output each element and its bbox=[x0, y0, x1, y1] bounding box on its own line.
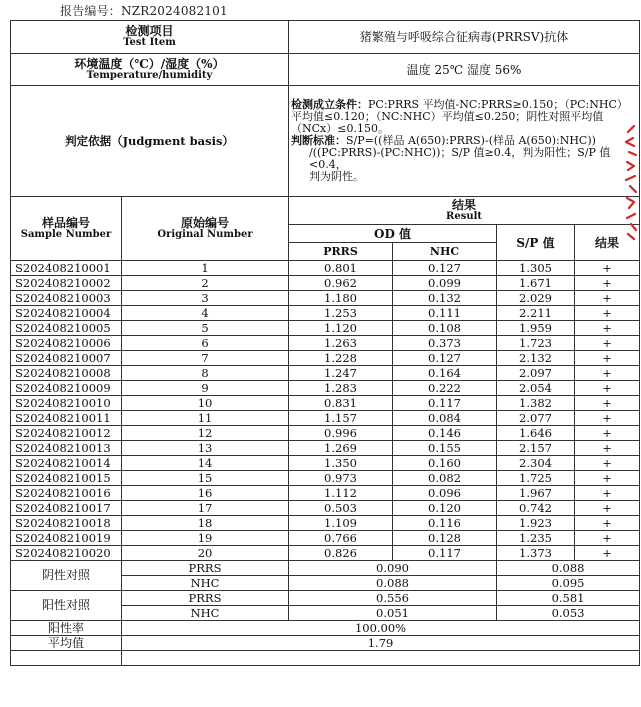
prrs-cell: 1.157 bbox=[289, 411, 393, 426]
positive-control-row bbox=[11, 591, 640, 606]
result-cell: + bbox=[575, 411, 640, 426]
neg-prrs-value-1: 0.090 bbox=[289, 561, 497, 576]
original-number-cell: 15 bbox=[122, 471, 289, 486]
sample-number-cell: S202408210007 bbox=[11, 351, 122, 366]
sp-cell: 1.967 bbox=[497, 486, 575, 501]
nhc-header: NHC bbox=[393, 243, 497, 261]
neg-nhc-label: NHC bbox=[122, 576, 289, 591]
nhc-cell: 0.099 bbox=[393, 276, 497, 291]
prrs-cell: 1.180 bbox=[289, 291, 393, 306]
original-number-cell: 10 bbox=[122, 396, 289, 411]
table-row bbox=[11, 381, 640, 396]
condition-title: 检测成立条件： bbox=[291, 98, 369, 111]
sample-number-cell: S202408210015 bbox=[11, 471, 122, 486]
table-row bbox=[11, 396, 640, 411]
nhc-cell: 0.155 bbox=[393, 441, 497, 456]
original-number-cell: 11 bbox=[122, 411, 289, 426]
nhc-cell: 0.108 bbox=[393, 321, 497, 336]
sp-cell: 2.157 bbox=[497, 441, 575, 456]
prrs-cell: 1.109 bbox=[289, 516, 393, 531]
pos-nhc-label: NHC bbox=[122, 606, 289, 621]
test-item-label: 检测项目 Test Item bbox=[11, 21, 289, 54]
prrs-cell: 1.228 bbox=[289, 351, 393, 366]
sp-cell: 2.132 bbox=[497, 351, 575, 366]
sp-cell: 1.305 bbox=[497, 261, 575, 276]
result-cell: + bbox=[575, 471, 640, 486]
sp-cell: 1.723 bbox=[497, 336, 575, 351]
sample-number-cell: S202408210002 bbox=[11, 276, 122, 291]
environment-label: 环境温度（℃）/湿度（%） Temperature/humidity bbox=[11, 54, 289, 86]
prrs-header: PRRS bbox=[289, 243, 393, 261]
sample-number-cell: S202408210009 bbox=[11, 381, 122, 396]
table-row bbox=[11, 321, 640, 336]
sp-cell: 2.077 bbox=[497, 411, 575, 426]
table-row bbox=[11, 441, 640, 456]
result-cell: + bbox=[575, 456, 640, 471]
sp-cell: 1.235 bbox=[497, 531, 575, 546]
result-column-header: 结果 bbox=[575, 225, 640, 261]
result-cell: + bbox=[575, 396, 640, 411]
nhc-cell: 0.160 bbox=[393, 456, 497, 471]
sample-number-cell: S202408210004 bbox=[11, 306, 122, 321]
nhc-cell: 0.117 bbox=[393, 396, 497, 411]
result-cell: + bbox=[575, 486, 640, 501]
sp-cell: 0.742 bbox=[497, 501, 575, 516]
result-cell: + bbox=[575, 321, 640, 336]
nhc-cell: 0.132 bbox=[393, 291, 497, 306]
result-cell: + bbox=[575, 501, 640, 516]
negative-control-row bbox=[11, 561, 640, 576]
sample-number-cell: S202408210013 bbox=[11, 441, 122, 456]
result-header: 结果 Result bbox=[289, 197, 640, 225]
sample-number-cell: S202408210006 bbox=[11, 336, 122, 351]
prrs-cell: 1.247 bbox=[289, 366, 393, 381]
sample-number-cell: S202408210019 bbox=[11, 531, 122, 546]
sp-cell: 1.671 bbox=[497, 276, 575, 291]
result-cell: + bbox=[575, 546, 640, 561]
table-row bbox=[11, 366, 640, 381]
prrs-cell: 0.831 bbox=[289, 396, 393, 411]
prrs-cell: 1.253 bbox=[289, 306, 393, 321]
average-row bbox=[11, 636, 640, 651]
average-label: 平均值 bbox=[11, 636, 122, 651]
result-cell: + bbox=[575, 531, 640, 546]
nhc-cell: 0.222 bbox=[393, 381, 497, 396]
pos-prrs-value-1: 0.556 bbox=[289, 591, 497, 606]
table-row bbox=[11, 306, 640, 321]
positive-rate-value: 100.00% bbox=[122, 621, 640, 636]
sample-number-cell: S202408210008 bbox=[11, 366, 122, 381]
nhc-cell: 0.128 bbox=[393, 531, 497, 546]
pos-nhc-value-2: 0.053 bbox=[497, 606, 640, 621]
nhc-cell: 0.116 bbox=[393, 516, 497, 531]
nhc-cell: 0.127 bbox=[393, 351, 497, 366]
original-number-cell: 18 bbox=[122, 516, 289, 531]
original-number-cell: 17 bbox=[122, 501, 289, 516]
result-cell: + bbox=[575, 291, 640, 306]
table-row bbox=[11, 471, 640, 486]
judgment-basis-label: 判定依据（Judgment basis） bbox=[11, 86, 289, 197]
sample-number-cell: S202408210010 bbox=[11, 396, 122, 411]
table-row bbox=[11, 516, 640, 531]
result-cell: + bbox=[575, 261, 640, 276]
positive-rate-label: 阳性率 bbox=[11, 621, 122, 636]
test-item-value: 猪繁殖与呼吸综合征病毒(PRRSV)抗体 bbox=[289, 21, 640, 54]
result-cell: + bbox=[575, 336, 640, 351]
sp-cell: 1.646 bbox=[497, 426, 575, 441]
pos-prrs-value-2: 0.581 bbox=[497, 591, 640, 606]
sample-number-cell: S202408210017 bbox=[11, 501, 122, 516]
judgment-basis-text: 检测成立条件：PC:PRRS 平均值-NC:PRRS≥0.150；（PC:NHC） 平均值≤0.120；（NC:NHC）平均值≤0.250；阴性对照平均值 （NCx）≤0.150。 判断标准：S/P=((样品 A(650):PRRS)-(样品 A(650):NHC)) /((PC:PRRS)-(PC:NHC))；S/P 值≥0.4，判为阳性；S/P 值<0.4， 判为阴性。 bbox=[289, 86, 640, 197]
table-row bbox=[11, 546, 640, 561]
prrs-cell: 1.283 bbox=[289, 381, 393, 396]
pos-nhc-value-1: 0.051 bbox=[289, 606, 497, 621]
od-value-header: OD 值 bbox=[289, 225, 497, 243]
prrs-cell: 1.350 bbox=[289, 456, 393, 471]
original-number-cell: 3 bbox=[122, 291, 289, 306]
sp-cell: 1.959 bbox=[497, 321, 575, 336]
prrs-cell: 0.973 bbox=[289, 471, 393, 486]
sp-cell: 2.097 bbox=[497, 366, 575, 381]
sample-number-cell: S202408210003 bbox=[11, 291, 122, 306]
prrs-cell: 0.766 bbox=[289, 531, 393, 546]
sample-number-header: 样品编号 Sample Number bbox=[11, 197, 122, 261]
original-number-header: 原始编号 Original Number bbox=[122, 197, 289, 261]
nhc-cell: 0.096 bbox=[393, 486, 497, 501]
table-row bbox=[11, 336, 640, 351]
table-row bbox=[11, 291, 640, 306]
original-number-cell: 6 bbox=[122, 336, 289, 351]
prrs-cell: 1.112 bbox=[289, 486, 393, 501]
table-row bbox=[11, 261, 640, 276]
result-cell: + bbox=[575, 381, 640, 396]
nhc-cell: 0.127 bbox=[393, 261, 497, 276]
original-number-cell: 2 bbox=[122, 276, 289, 291]
prrs-cell: 0.503 bbox=[289, 501, 393, 516]
prrs-cell: 0.962 bbox=[289, 276, 393, 291]
neg-nhc-value-1: 0.088 bbox=[289, 576, 497, 591]
positive-rate-row bbox=[11, 621, 640, 636]
original-number-cell: 8 bbox=[122, 366, 289, 381]
table-row bbox=[11, 351, 640, 366]
negative-control-label: 阴性对照 bbox=[11, 561, 122, 591]
table-row bbox=[11, 411, 640, 426]
original-number-cell: 9 bbox=[122, 381, 289, 396]
sample-number-cell: S202408210018 bbox=[11, 516, 122, 531]
seal-stamp-fragment bbox=[622, 122, 640, 242]
original-number-cell: 12 bbox=[122, 426, 289, 441]
nhc-cell: 0.373 bbox=[393, 336, 497, 351]
nhc-cell: 0.164 bbox=[393, 366, 497, 381]
criteria-title: 判断标准： bbox=[291, 134, 347, 147]
table-row bbox=[11, 501, 640, 516]
prrs-cell: 1.120 bbox=[289, 321, 393, 336]
result-cell: + bbox=[575, 351, 640, 366]
original-number-cell: 16 bbox=[122, 486, 289, 501]
result-cell: + bbox=[575, 276, 640, 291]
report-number: 报告编号：NZR2024082101 bbox=[60, 4, 228, 18]
sample-number-cell: S202408210016 bbox=[11, 486, 122, 501]
sp-cell: 2.211 bbox=[497, 306, 575, 321]
sample-number-cell: S202408210011 bbox=[11, 411, 122, 426]
sp-cell: 1.373 bbox=[497, 546, 575, 561]
original-number-cell: 13 bbox=[122, 441, 289, 456]
nhc-cell: 0.084 bbox=[393, 411, 497, 426]
sp-cell: 2.304 bbox=[497, 456, 575, 471]
sample-number-cell: S202408210014 bbox=[11, 456, 122, 471]
test-report-table bbox=[10, 20, 640, 666]
sample-number-cell: S202408210005 bbox=[11, 321, 122, 336]
sample-number-cell: S202408210001 bbox=[11, 261, 122, 276]
original-number-cell: 5 bbox=[122, 321, 289, 336]
table-row bbox=[11, 486, 640, 501]
sample-number-cell: S202408210020 bbox=[11, 546, 122, 561]
positive-control-label: 阳性对照 bbox=[11, 591, 122, 621]
original-number-cell: 4 bbox=[122, 306, 289, 321]
result-cell: + bbox=[575, 306, 640, 321]
sp-cell: 1.725 bbox=[497, 471, 575, 486]
sp-cell: 2.054 bbox=[497, 381, 575, 396]
table-row bbox=[11, 276, 640, 291]
nhc-cell: 0.146 bbox=[393, 426, 497, 441]
prrs-cell: 0.801 bbox=[289, 261, 393, 276]
average-value: 1.79 bbox=[122, 636, 640, 651]
table-row bbox=[11, 531, 640, 546]
table-row bbox=[11, 426, 640, 441]
sp-cell: 2.029 bbox=[497, 291, 575, 306]
neg-prrs-label: PRRS bbox=[122, 561, 289, 576]
original-number-cell: 19 bbox=[122, 531, 289, 546]
original-number-cell: 1 bbox=[122, 261, 289, 276]
nhc-cell: 0.120 bbox=[393, 501, 497, 516]
original-number-cell: 14 bbox=[122, 456, 289, 471]
sample-number-cell: S202408210012 bbox=[11, 426, 122, 441]
nhc-cell: 0.117 bbox=[393, 546, 497, 561]
sp-cell: 1.382 bbox=[497, 396, 575, 411]
nhc-cell: 0.111 bbox=[393, 306, 497, 321]
environment-value: 温度 25℃ 湿度 56% bbox=[289, 54, 640, 86]
prrs-cell: 0.826 bbox=[289, 546, 393, 561]
prrs-cell: 0.996 bbox=[289, 426, 393, 441]
prrs-cell: 1.263 bbox=[289, 336, 393, 351]
result-cell: + bbox=[575, 441, 640, 456]
result-cell: + bbox=[575, 516, 640, 531]
sp-value-header: S/P 值 bbox=[497, 225, 575, 261]
result-cell: + bbox=[575, 366, 640, 381]
cut-off-row bbox=[11, 651, 640, 666]
pos-prrs-label: PRRS bbox=[122, 591, 289, 606]
table-row bbox=[11, 456, 640, 471]
neg-nhc-value-2: 0.095 bbox=[497, 576, 640, 591]
nhc-cell: 0.082 bbox=[393, 471, 497, 486]
original-number-cell: 7 bbox=[122, 351, 289, 366]
sp-cell: 1.923 bbox=[497, 516, 575, 531]
result-cell: + bbox=[575, 426, 640, 441]
prrs-cell: 1.269 bbox=[289, 441, 393, 456]
original-number-cell: 20 bbox=[122, 546, 289, 561]
neg-prrs-value-2: 0.088 bbox=[497, 561, 640, 576]
